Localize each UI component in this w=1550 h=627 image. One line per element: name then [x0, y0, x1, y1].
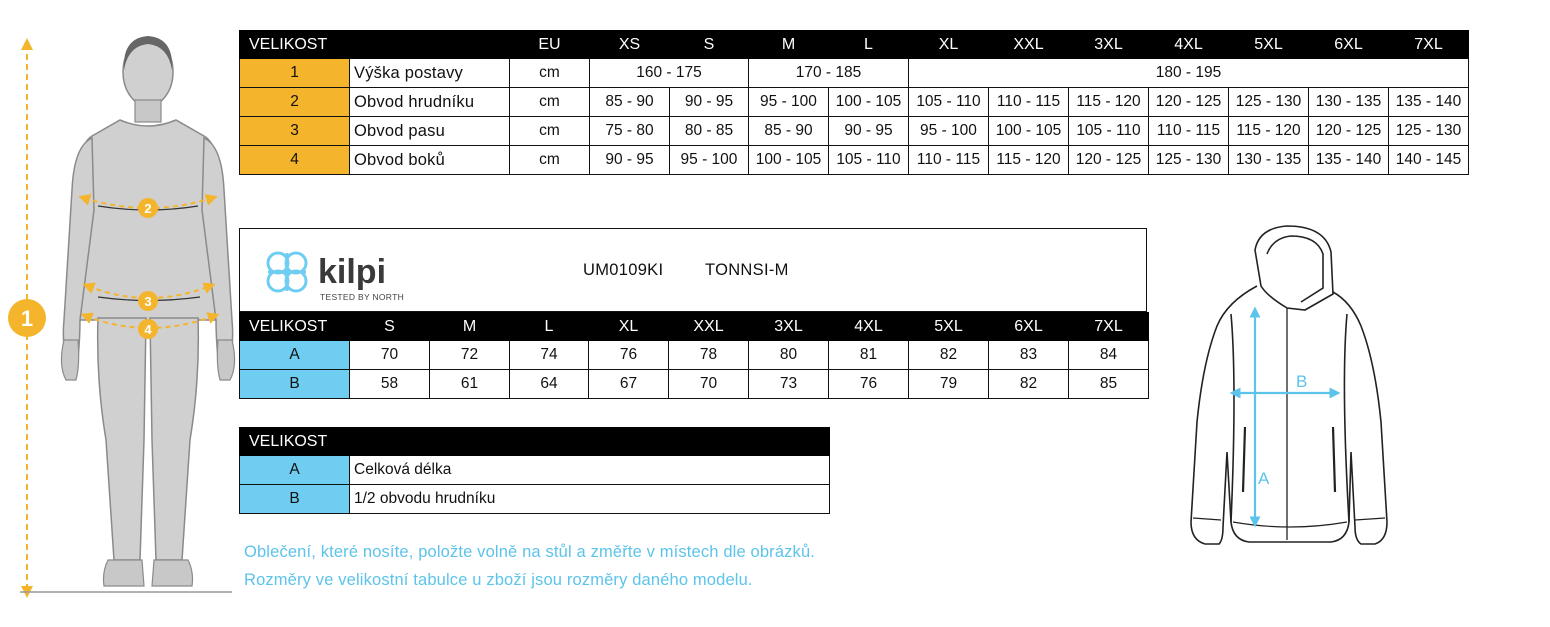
table-cell: 95 - 100	[670, 146, 749, 175]
table-cell: 130 - 135	[1229, 146, 1309, 175]
table-cell: 95 - 100	[909, 117, 989, 146]
row-unit: cm	[510, 59, 590, 88]
table-row	[240, 370, 1149, 399]
brand-name: kilpi	[318, 253, 387, 291]
table-cell: 110 - 115	[989, 88, 1069, 117]
row-key: B	[240, 485, 350, 514]
table-row	[240, 117, 1469, 146]
table-cell: 125 - 130	[1149, 146, 1229, 175]
table-row	[240, 59, 1469, 88]
header-size: 5XL	[1229, 31, 1309, 59]
table-cell: 125 - 130	[1389, 117, 1469, 146]
row-number: 4	[240, 146, 350, 175]
table-row	[240, 456, 830, 485]
marker-chest: 2	[144, 201, 152, 216]
table-cell: 85	[1069, 370, 1149, 399]
table-cell: 58	[350, 370, 430, 399]
table-cell: 67	[589, 370, 669, 399]
table-cell: 90 - 95	[590, 146, 670, 175]
kilpi-logo	[260, 245, 410, 307]
header-velikost: VELIKOST	[240, 31, 350, 59]
header-size: 3XL	[749, 313, 829, 341]
table-cell: 76	[589, 341, 669, 370]
product-header	[239, 228, 1147, 312]
table-cell: 82	[989, 370, 1069, 399]
row-unit: cm	[510, 146, 590, 175]
table-cell: 170 - 185	[749, 59, 909, 88]
table-cell: 82	[909, 341, 989, 370]
row-number: 2	[240, 88, 350, 117]
table-cell: 75 - 80	[590, 117, 670, 146]
row-unit: cm	[510, 117, 590, 146]
table-cell: 90 - 95	[670, 88, 749, 117]
product-table-header	[240, 313, 1149, 341]
table-cell: 120 - 125	[1309, 117, 1389, 146]
table-cell: 85 - 90	[749, 117, 829, 146]
note-line: Rozměry ve velikostní tabulce u zboží jsou rozměry daného modelu.	[244, 571, 753, 589]
row-unit: cm	[510, 88, 590, 117]
table-cell: 115 - 120	[1069, 88, 1149, 117]
header-size: 6XL	[989, 313, 1069, 341]
header-size: L	[510, 313, 589, 341]
header-size: 6XL	[1309, 31, 1389, 59]
jacket-drawing	[1175, 222, 1405, 557]
size-table-header	[240, 31, 1469, 59]
marker-height: 1	[20, 306, 34, 331]
table-cell: 84	[1069, 341, 1149, 370]
table-cell: 130 - 135	[1309, 88, 1389, 117]
header-size: XXL	[989, 31, 1069, 59]
row-label: Obvod pasu	[350, 117, 510, 146]
table-cell: 105 - 110	[909, 88, 989, 117]
header-size: L	[829, 31, 909, 59]
table-cell: 95 - 100	[749, 88, 829, 117]
table-cell: 110 - 115	[909, 146, 989, 175]
header-size: 4XL	[829, 313, 909, 341]
table-cell: 64	[510, 370, 589, 399]
header-size: 5XL	[909, 313, 989, 341]
header-size: 7XL	[1069, 313, 1149, 341]
note-line: Oblečení, které nosíte, položte volně na stůl a změřte v místech dle obrázků.	[244, 543, 816, 561]
header-eu: EU	[510, 31, 590, 59]
table-cell: 90 - 95	[829, 117, 909, 146]
table-cell: 125 - 130	[1229, 88, 1309, 117]
table-row	[240, 485, 830, 514]
table-cell: 120 - 125	[1149, 88, 1229, 117]
label-length: A	[1258, 469, 1270, 488]
row-description: 1/2 obvodu hrudníku	[350, 485, 830, 514]
row-label: Výška postavy	[350, 59, 510, 88]
table-cell: 180 - 195	[909, 59, 1469, 88]
header-size: 4XL	[1149, 31, 1229, 59]
product-size-table	[239, 312, 1149, 399]
table-cell: 100 - 105	[829, 88, 909, 117]
product-name: TONNSI-M	[705, 261, 789, 279]
row-key: A	[240, 341, 350, 370]
header-size: XS	[590, 31, 670, 59]
header-size: M	[749, 31, 829, 59]
header-size: S	[350, 313, 430, 341]
header-velikost: VELIKOST	[240, 428, 830, 456]
table-row	[240, 88, 1469, 117]
table-cell: 81	[829, 341, 909, 370]
header-size: XXL	[669, 313, 749, 341]
row-key: A	[240, 456, 350, 485]
row-number: 3	[240, 117, 350, 146]
marker-hips: 4	[144, 322, 152, 337]
table-cell: 135 - 140	[1309, 146, 1389, 175]
row-number: 1	[240, 59, 350, 88]
table-cell: 70	[350, 341, 430, 370]
table-cell: 120 - 125	[1069, 146, 1149, 175]
header-blank	[350, 31, 510, 59]
size-table	[239, 30, 1469, 175]
table-cell: 76	[829, 370, 909, 399]
table-cell: 74	[510, 341, 589, 370]
table-cell: 105 - 110	[1069, 117, 1149, 146]
row-key: B	[240, 370, 350, 399]
table-cell: 72	[430, 341, 510, 370]
legend-header	[240, 428, 830, 456]
header-size: M	[430, 313, 510, 341]
table-cell: 105 - 110	[829, 146, 909, 175]
table-cell: 70	[669, 370, 749, 399]
table-row	[240, 341, 1149, 370]
label-half-chest: B	[1296, 372, 1308, 391]
header-size: S	[670, 31, 749, 59]
legend-table	[239, 427, 830, 514]
table-cell: 160 - 175	[590, 59, 749, 88]
table-row	[240, 146, 1469, 175]
header-size: 7XL	[1389, 31, 1469, 59]
product-code: UM0109KI	[583, 261, 664, 279]
header-size: XL	[909, 31, 989, 59]
body-figure	[0, 20, 240, 600]
table-cell: 61	[430, 370, 510, 399]
row-label: Obvod boků	[350, 146, 510, 175]
row-description: Celková délka	[350, 456, 830, 485]
table-cell: 80 - 85	[670, 117, 749, 146]
table-cell: 85 - 90	[590, 88, 670, 117]
table-cell: 100 - 105	[749, 146, 829, 175]
table-cell: 79	[909, 370, 989, 399]
brand-tagline: Tested by North	[320, 292, 405, 302]
table-cell: 110 - 115	[1149, 117, 1229, 146]
table-cell: 78	[669, 341, 749, 370]
table-cell: 83	[989, 341, 1069, 370]
table-cell: 140 - 145	[1389, 146, 1469, 175]
row-label: Obvod hrudníku	[350, 88, 510, 117]
table-cell: 135 - 140	[1389, 88, 1469, 117]
header-size: XL	[589, 313, 669, 341]
table-cell: 80	[749, 341, 829, 370]
table-cell: 100 - 105	[989, 117, 1069, 146]
table-cell: 115 - 120	[989, 146, 1069, 175]
table-cell: 73	[749, 370, 829, 399]
marker-waist: 3	[144, 294, 152, 309]
header-velikost: VELIKOST	[240, 313, 350, 341]
table-cell: 115 - 120	[1229, 117, 1309, 146]
header-size: 3XL	[1069, 31, 1149, 59]
